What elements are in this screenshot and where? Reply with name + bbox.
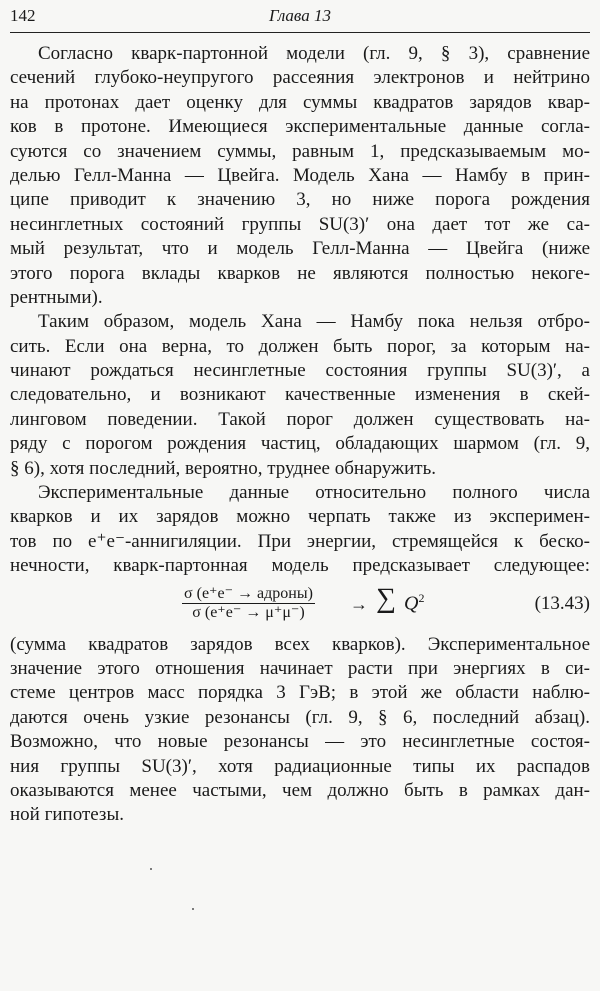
text-line: ряду с порогом рождения частиц, обладающих шармом (гл. 9, <box>10 433 590 455</box>
text-line: Экспериментальные данные относительно полного числа <box>38 482 590 504</box>
text-line: (сумма квадратов зарядов всех кварков). Экспериментальное <box>10 633 590 655</box>
text-line: нечности, кварк-партонная модель предсказывает следующее: <box>10 555 590 577</box>
text-line: Согласно кварк-партонной модели (гл. 9, § 3), сравнение <box>38 43 590 64</box>
page-number: 142 <box>10 6 36 25</box>
text-line: этого порога вклады кварков не являются полностью некоге- <box>10 262 590 284</box>
scan-speck <box>150 868 152 870</box>
text-line: делью Гелл-Манна — Цвейга. Модель Хана — Намбу в прин- <box>10 164 590 186</box>
chapter-title: Глава 13 <box>269 6 331 25</box>
text-line: линговом поведении. Такой порог должен существовать на- <box>10 408 590 430</box>
fraction-denominator: σ (e⁺e⁻ → μ⁺μ⁻) <box>192 603 305 621</box>
text-body <box>10 42 590 828</box>
limit-arrow: → <box>350 593 368 614</box>
text-line: ния группы SU(3)′, хотя радиационные типы их распадов <box>10 755 590 777</box>
summation-sign: ∑ <box>376 582 396 614</box>
text-line: Возможно, что новые резонансы — это несинглетные состоя- <box>10 731 590 753</box>
charge-letter: Q <box>404 592 419 615</box>
scan-speck <box>192 908 194 910</box>
text-line: Таким образом, модель Хана — Намбу пока нельзя отбро- <box>38 311 590 333</box>
paragraph-4 <box>10 633 590 828</box>
text-line: мый результат, что и модель Гелл-Манна — Цвейга (ниже <box>10 238 590 260</box>
text-line: стеме центров масс порядка 3 ГэВ; в этой же области наблю- <box>10 682 590 704</box>
text-line: сечений глубоко-неупругого рассеяния электронов и нейтрино <box>10 67 590 89</box>
text-line: суются со значением суммы, равным 1, предсказываемым мо- <box>10 140 590 162</box>
text-line: несинглетных состояний группы SU(3)′ она дает тот же са- <box>10 213 590 235</box>
running-header <box>10 6 590 33</box>
text-line: кварков и их зарядов можно черпать также из эксперимен- <box>10 506 590 528</box>
paragraph-3 <box>10 481 590 579</box>
ratio-fraction <box>182 585 315 622</box>
charge-exponent: 2 <box>418 590 425 605</box>
text-line: следовательно, и возникают качественные изменения в скей- <box>10 384 590 406</box>
text-line: значение этого отношения начинает расти при энергиях в си- <box>10 657 590 679</box>
text-line: даются очень узкие резонансы (гл. 9, § 6, последний абзац). <box>10 706 590 728</box>
text-line: ков в протоне. Имеющиеся экспериментальные данные согла- <box>10 116 590 138</box>
text-line: ной гипотезы. <box>10 804 124 826</box>
charge-symbol <box>404 591 424 616</box>
text-line: оказываются менее частыми, чем должно быть в рамках дан- <box>10 779 590 801</box>
text-line: ципе приводит к значению 3, но ниже порога рождения <box>10 189 590 211</box>
fraction-numerator: σ (e⁺e⁻ → адроны) <box>184 584 313 602</box>
text-line: сить. Если она верна, то должен быть порог, за которым на- <box>10 335 590 357</box>
text-line: § 6), хотя последний, вероятно, труднее обнаружить. <box>10 457 437 479</box>
text-line: тов по e⁺e⁻-аннигиляции. При энергии, стремящейся к беско- <box>10 530 590 552</box>
paragraph-1 <box>10 42 590 310</box>
equation-13-43 <box>10 581 590 629</box>
text-line: чинают рождаться несинглетные состояния группы SU(3)′, а <box>10 360 590 382</box>
paragraph-2 <box>10 310 590 481</box>
text-line: рентными). <box>10 286 103 308</box>
text-line: на протонах дает оценку для суммы квадратов зарядов квар- <box>10 91 590 113</box>
equation-number: (13.43) <box>534 592 590 614</box>
